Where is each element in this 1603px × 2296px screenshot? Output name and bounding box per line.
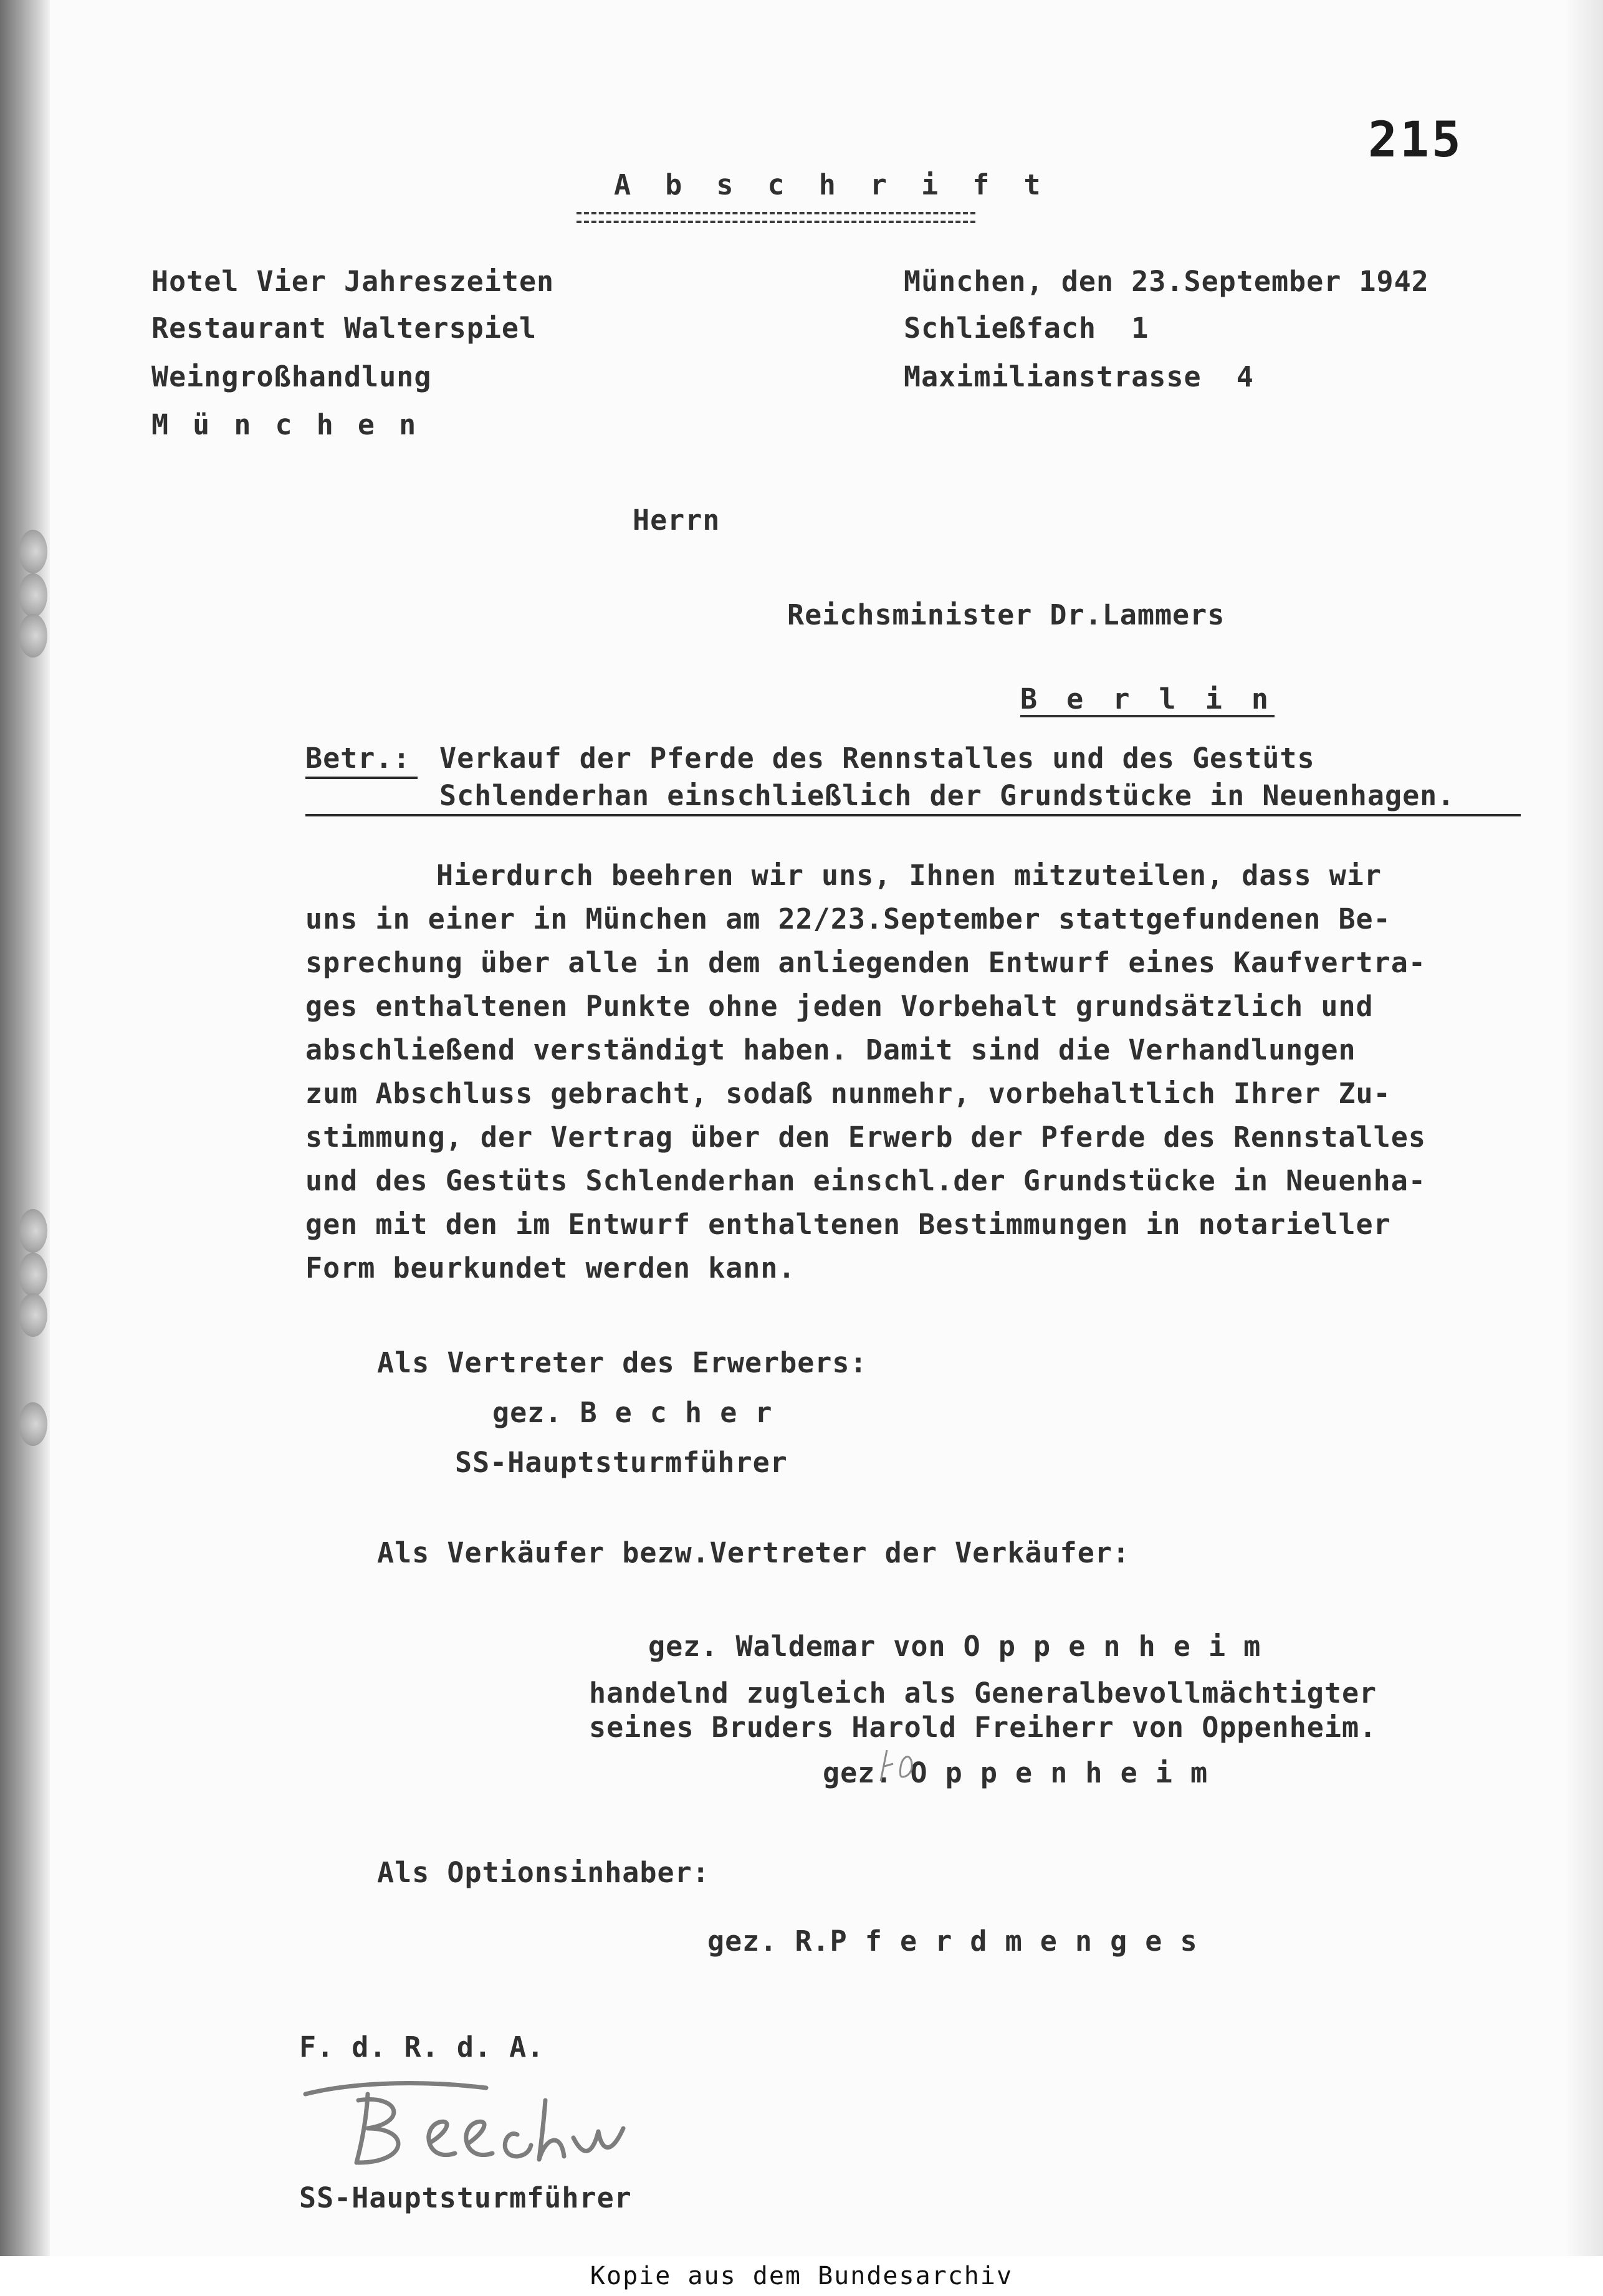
place-date: München, den 23.September 1942 (904, 265, 1429, 298)
body-line-10: Form beurkundet werden kann. (305, 1251, 796, 1284)
sender-line-3: Weingroßhandlung (151, 360, 432, 393)
po-box: Schließfach 1 (904, 312, 1149, 345)
seller-note-1: handelnd zugleich als Generalbevollmächtigter (589, 1677, 1377, 1710)
body-line-1: Hierdurch beehren wir uns, Ihnen mitzuteilen, dass wir (436, 859, 1382, 892)
punch-hole (19, 573, 47, 617)
page-number: 215 (1368, 112, 1463, 168)
recipient-city: B e r l i n (1020, 682, 1275, 715)
body-line-7: stimmung, der Vertrag über den Erwerb der Pferde des Rennstalles (305, 1121, 1426, 1154)
punch-hole (19, 1293, 47, 1337)
street-address: Maximilianstrasse 4 (904, 360, 1254, 393)
option-name: gez. R.P f e r d m e n g e s (707, 1925, 1198, 1958)
body-line-4: ges enthaltenen Punkte ohne jeden Vorbehalt grundsätzlich und (305, 990, 1374, 1023)
punch-hole (19, 1209, 47, 1253)
sender-line-1: Hotel Vier Jahreszeiten (151, 265, 555, 298)
punch-hole (19, 1253, 47, 1296)
buyer-label: Als Vertreter des Erwerbers: (377, 1346, 868, 1379)
archive-footer: Kopie aus dem Bundesarchiv (590, 2262, 1013, 2290)
pencil-mark (876, 1745, 926, 1789)
subject-line-1: Verkauf der Pferde des Rennstalles und des Gestüts (439, 742, 1315, 775)
body-line-3: sprechung über alle in dem anliegenden Entwurf eines Kaufvertra- (305, 946, 1426, 979)
sender-line-2: Restaurant Walterspiel (151, 312, 537, 345)
recipient-salutation: Herrn (633, 504, 720, 537)
buyer-name: gez. B e c h e r (492, 1396, 773, 1429)
punch-hole (19, 1402, 47, 1446)
subject-label-underline (305, 777, 418, 779)
subject-line-2: Schlenderhan einschließlich der Grundstücke in Neuenhagen. (439, 779, 1455, 812)
certification-rank: SS-Hauptsturmführer (299, 2181, 632, 2214)
punch-hole (19, 530, 47, 573)
page-right-edge (1564, 0, 1603, 2256)
seller-label: Als Verkäufer bezw.Vertreter der Verkäufer: (377, 1536, 1130, 1569)
title-double-rule (577, 212, 975, 223)
binder-edge (0, 0, 50, 2256)
body-line-2: uns in einer in München am 22/23.September stattgefundenen Be- (305, 902, 1391, 935)
body-line-9: gen mit den im Entwurf enthaltenen Bestimmungen in notarieller (305, 1208, 1391, 1241)
subject-underline (305, 814, 1521, 816)
option-label: Als Optionsinhaber: (377, 1856, 710, 1889)
sender-line-4: M ü n c h e n (151, 408, 420, 441)
document-title: A b s c h r i f t (614, 168, 1050, 201)
body-line-5: abschließend verständigt haben. Damit sind die Verhandlungen (305, 1033, 1356, 1066)
body-line-8: und des Gestüts Schlenderhan einschl.der Grundstücke in Neuenha- (305, 1164, 1426, 1197)
buyer-rank: SS-Hauptsturmführer (455, 1446, 788, 1479)
recipient-name: Reichsminister Dr.Lammers (787, 598, 1225, 631)
body-line-6: zum Abschluss gebracht, sodaß nunmehr, vorbehaltlich Ihrer Zu- (305, 1077, 1391, 1110)
seller-name-2: gez. O p p e n h e i m (823, 1756, 1208, 1789)
seller-name: gez. Waldemar von O p p e n h e i m (648, 1630, 1261, 1663)
subject-label: Betr.: (305, 742, 411, 775)
punch-hole (19, 614, 47, 658)
handwritten-signature (299, 2069, 648, 2175)
certification-label: F. d. R. d. A. (299, 2031, 545, 2064)
seller-note-2: seines Bruders Harold Freiherr von Oppenheim. (589, 1711, 1377, 1744)
